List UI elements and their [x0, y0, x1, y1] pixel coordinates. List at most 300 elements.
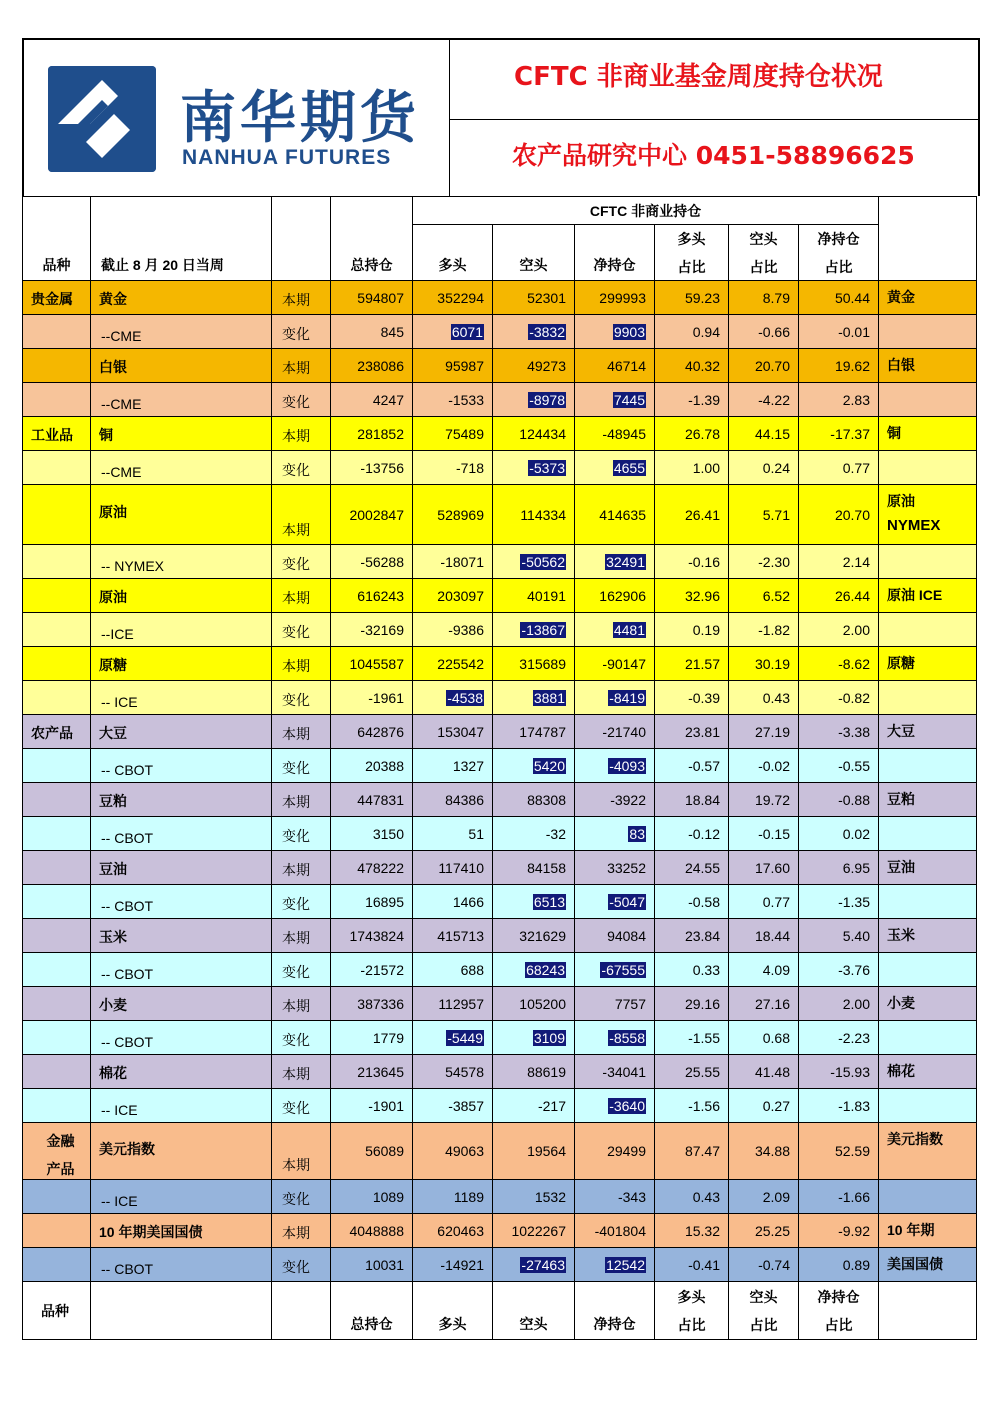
value-sr: [729, 1089, 799, 1123]
value-net: [575, 817, 655, 851]
value-text: -56288: [360, 553, 404, 570]
value-total: [331, 919, 413, 953]
value-sr: [729, 1248, 799, 1282]
value-text: 238086: [357, 357, 404, 374]
value-text: -67555: [601, 961, 645, 978]
value-text: -1.56: [688, 1097, 720, 1114]
commodity-name: 铜: [91, 417, 272, 451]
table-row: [23, 749, 977, 783]
value-net: [575, 681, 655, 715]
table-row: [23, 851, 977, 885]
category-cell: [23, 1055, 91, 1089]
value-long: [413, 315, 493, 349]
value-short: [493, 851, 575, 885]
table-row: [23, 1055, 977, 1089]
period-cell: 变化: [272, 613, 331, 647]
value-text: 447831: [357, 791, 404, 808]
row-label-text: 白银: [887, 357, 915, 373]
value-total: [331, 315, 413, 349]
value-net: [575, 647, 655, 681]
exchange-name: -- ICE: [91, 681, 272, 715]
table-row: [23, 783, 977, 817]
table-row: [23, 681, 977, 715]
value-text: -2.30: [758, 553, 790, 570]
value-text: -4538: [447, 689, 483, 706]
row-label: [879, 417, 977, 451]
value-lr: [655, 987, 729, 1021]
value-total: [331, 545, 413, 579]
value-long: [413, 919, 493, 953]
period-cell: 变化: [272, 451, 331, 485]
category-cell: [23, 1248, 91, 1282]
value-short: [493, 749, 575, 783]
value-text: 26.78: [684, 425, 720, 442]
row-label-text: 玉米: [887, 927, 915, 943]
period-cell: 变化: [272, 953, 331, 987]
row-label: [879, 647, 977, 681]
value-nr: [799, 349, 879, 383]
value-short: [493, 1021, 575, 1055]
row-label: [879, 315, 977, 349]
value-text: -0.82: [838, 689, 870, 706]
value-text: 1327: [452, 757, 484, 774]
table-row: [23, 545, 977, 579]
row-label-text: 铜: [887, 425, 901, 441]
value-net: [575, 1248, 655, 1282]
category-label: 产品: [46, 1161, 75, 1177]
value-text: -343: [617, 1188, 646, 1205]
row-label-text: 豆粕: [887, 791, 915, 807]
value-text: 88619: [527, 1063, 566, 1080]
value-net: [575, 885, 655, 919]
value-text: 3109: [533, 1029, 565, 1046]
row-label: [879, 919, 977, 953]
value-text: -3857: [448, 1097, 484, 1114]
value-total: [331, 451, 413, 485]
value-long: [413, 451, 493, 485]
commodity-name: 白银: [91, 349, 272, 383]
value-text: -17.37: [830, 425, 870, 442]
value-text: 20388: [365, 757, 404, 774]
value-text: 49063: [445, 1143, 484, 1159]
value-text: -15.93: [830, 1063, 870, 1080]
exchange-name: -- ICE: [91, 1089, 272, 1123]
value-text: 94084: [607, 927, 646, 944]
value-net: [575, 953, 655, 987]
row-label: [879, 349, 977, 383]
value-text: 0.77: [762, 893, 790, 910]
value-long: [413, 681, 493, 715]
value-text: 528969: [437, 506, 484, 523]
period-cell: 本期: [272, 987, 331, 1021]
commodity-name: 原油: [91, 579, 272, 613]
value-text: 688: [460, 961, 484, 978]
value-text: -32: [545, 825, 566, 842]
value-net: [575, 315, 655, 349]
row-label: [879, 1089, 977, 1123]
exchange-name: --ICE: [91, 613, 272, 647]
row-label-text: 小麦: [887, 995, 915, 1011]
exchange-name: -- NYMEX: [91, 545, 272, 579]
value-text: 6071: [451, 323, 483, 340]
value-net: [575, 349, 655, 383]
value-sr: [729, 749, 799, 783]
value-text: 6513: [533, 893, 565, 910]
value-text: -0.01: [838, 323, 870, 340]
value-sr: [729, 851, 799, 885]
period-cell: 本期: [272, 281, 331, 315]
value-sr: [729, 885, 799, 919]
table-row: [23, 1248, 977, 1282]
value-long: [413, 613, 493, 647]
value-text: -34041: [602, 1063, 646, 1080]
value-text: 75489: [445, 425, 484, 442]
value-total: [331, 1089, 413, 1123]
period-cell: 本期: [272, 919, 331, 953]
value-long: [413, 647, 493, 681]
exchange-name: -- CBOT: [91, 1248, 272, 1282]
value-nr: [799, 885, 879, 919]
table-row: [23, 613, 977, 647]
value-text: -5047: [609, 893, 645, 910]
table-row: [23, 1180, 977, 1214]
period-cell: 变化: [272, 681, 331, 715]
footer-ratio-label: 空头: [749, 1288, 778, 1305]
value-net: [575, 783, 655, 817]
footer-blank: [91, 1282, 272, 1340]
value-text: -1.66: [838, 1188, 870, 1205]
footer-short: 空头: [493, 1282, 575, 1340]
footer-row: [23, 1282, 977, 1340]
report-title: CFTC 非商业基金周度持仓状况: [514, 62, 883, 92]
value-text: 84386: [445, 791, 484, 808]
value-text: 162906: [599, 587, 646, 604]
value-text: -9386: [448, 621, 484, 638]
value-long: [413, 953, 493, 987]
value-sr: [729, 349, 799, 383]
table-row: [23, 953, 977, 987]
value-text: -3922: [610, 791, 646, 808]
category-cell: [23, 647, 91, 681]
value-text: 0.94: [692, 323, 720, 340]
category-cell: [23, 987, 91, 1021]
value-net: [575, 451, 655, 485]
row-label: [879, 681, 977, 715]
table-row: [23, 1123, 977, 1180]
category-cell: [23, 851, 91, 885]
value-text: -401804: [594, 1222, 646, 1239]
footer-total: 总持仓: [331, 1282, 413, 1340]
value-text: 23.84: [684, 927, 720, 944]
value-long: [413, 545, 493, 579]
value-short: [493, 451, 575, 485]
value-text: 59.23: [684, 289, 720, 306]
value-nr: [799, 1055, 879, 1089]
value-text: 845: [380, 323, 404, 340]
value-text: 0.77: [842, 459, 870, 476]
table-row: [23, 817, 977, 851]
value-text: 5.40: [842, 927, 870, 944]
value-lr: [655, 1123, 729, 1180]
value-text: 2.83: [842, 391, 870, 408]
value-text: -0.66: [758, 323, 790, 340]
value-lr: [655, 1055, 729, 1089]
value-lr: [655, 451, 729, 485]
value-text: -217: [537, 1097, 566, 1114]
value-text: 52.59: [834, 1143, 870, 1159]
value-short: [493, 1123, 575, 1180]
period-cell: 变化: [272, 1180, 331, 1214]
value-text: 7757: [614, 995, 646, 1012]
period-cell: 变化: [272, 1089, 331, 1123]
row-label: [879, 1123, 977, 1180]
value-short: [493, 1248, 575, 1282]
value-nr: [799, 383, 879, 417]
value-total: [331, 783, 413, 817]
value-text: 15.32: [684, 1222, 720, 1239]
value-text: 26.44: [834, 587, 870, 604]
value-text: -4093: [609, 757, 645, 774]
row-label: [879, 885, 977, 919]
value-text: 2.14: [842, 553, 870, 570]
value-text: 0.27: [762, 1097, 790, 1114]
table-row: [23, 349, 977, 383]
category-cell: [23, 817, 91, 851]
logo-chinese-text: 南华期货: [180, 86, 420, 151]
category-cell: [23, 1123, 91, 1180]
period-cell: 变化: [272, 817, 331, 851]
value-nr: [799, 749, 879, 783]
row-label-text: 黄金: [887, 289, 915, 305]
value-text: 124434: [519, 425, 566, 442]
value-text: 40191: [527, 587, 566, 604]
value-text: 213645: [357, 1063, 404, 1080]
value-lr: [655, 545, 729, 579]
category-cell: [23, 1089, 91, 1123]
row-label: [879, 851, 977, 885]
table-row: [23, 885, 977, 919]
row-label: [879, 783, 977, 817]
value-text: 1045587: [349, 655, 404, 672]
value-short: [493, 987, 575, 1021]
value-text: -27463: [521, 1256, 565, 1273]
value-short: [493, 485, 575, 545]
value-net: [575, 1214, 655, 1248]
value-lr: [655, 851, 729, 885]
value-short: [493, 281, 575, 315]
value-long: [413, 1021, 493, 1055]
value-text: 17.60: [754, 859, 790, 876]
value-nr: [799, 1248, 879, 1282]
value-short: [493, 613, 575, 647]
value-text: 25.55: [684, 1063, 720, 1080]
value-net: [575, 1089, 655, 1123]
value-text: 32491: [606, 553, 645, 570]
value-text: 4048888: [349, 1222, 404, 1239]
footer-blank-right: [879, 1282, 977, 1340]
value-short: [493, 545, 575, 579]
value-short: [493, 1180, 575, 1214]
value-text: 29499: [607, 1143, 646, 1159]
category-cell: [23, 315, 91, 349]
value-text: 88308: [527, 791, 566, 808]
commodity-name: 原糖: [91, 647, 272, 681]
period-cell: 变化: [272, 1248, 331, 1282]
report-header: [22, 38, 980, 196]
value-sr: [729, 315, 799, 349]
value-text: 3881: [533, 689, 565, 706]
value-sr: [729, 1214, 799, 1248]
category-cell: [23, 1214, 91, 1248]
row-label: [879, 1021, 977, 1055]
value-text: -3640: [609, 1097, 645, 1114]
value-nr: [799, 485, 879, 545]
value-text: 4.09: [762, 961, 790, 978]
header-net: 净持仓: [575, 225, 655, 281]
header-total: 总持仓: [331, 197, 413, 281]
table-row: [23, 579, 977, 613]
value-net: [575, 749, 655, 783]
value-net: [575, 383, 655, 417]
exchange-name: -- CBOT: [91, 817, 272, 851]
commodity-name: 小麦: [91, 987, 272, 1021]
value-lr: [655, 417, 729, 451]
period-cell: 本期: [272, 1123, 331, 1180]
value-total: [331, 485, 413, 545]
value-text: -0.41: [688, 1256, 720, 1273]
value-lr: [655, 715, 729, 749]
category-cell: [23, 1180, 91, 1214]
value-lr: [655, 485, 729, 545]
value-text: -90147: [602, 655, 646, 672]
value-net: [575, 1055, 655, 1089]
footer-variety: 品种: [23, 1282, 91, 1340]
value-sr: [729, 1123, 799, 1180]
footer-long: 多头: [413, 1282, 493, 1340]
period-cell: 本期: [272, 1055, 331, 1089]
category-cell: [23, 485, 91, 545]
category-cell: [23, 681, 91, 715]
value-short: [493, 1214, 575, 1248]
value-text: 112957: [438, 995, 484, 1012]
period-cell: 本期: [272, 485, 331, 545]
value-total: [331, 1248, 413, 1282]
period-cell: 本期: [272, 417, 331, 451]
value-sr: [729, 919, 799, 953]
table-row: [23, 919, 977, 953]
footer-short-ratio: [729, 1282, 799, 1340]
value-text: -0.39: [688, 689, 720, 706]
value-sr: [729, 1180, 799, 1214]
value-text: 41.48: [754, 1063, 790, 1080]
period-cell: 本期: [272, 783, 331, 817]
value-lr: [655, 281, 729, 315]
value-text: -8978: [529, 391, 565, 408]
category-cell: [23, 783, 91, 817]
value-net: [575, 579, 655, 613]
row-label-text: 大豆: [887, 723, 915, 739]
commodity-name: 豆粕: [91, 783, 272, 817]
value-nr: [799, 647, 879, 681]
value-text: 29.16: [684, 995, 720, 1012]
value-text: 20.70: [754, 357, 790, 374]
table-row: [23, 1089, 977, 1123]
value-short: [493, 953, 575, 987]
value-short: [493, 315, 575, 349]
value-long: [413, 885, 493, 919]
value-text: 51: [468, 825, 484, 842]
header-net-ratio: 净持仓 占比: [799, 225, 879, 281]
value-nr: [799, 851, 879, 885]
table-row: [23, 987, 977, 1021]
category-cell: 工业品: [23, 417, 91, 451]
row-label-text: 原油: [887, 493, 915, 509]
value-text: 4247: [372, 391, 404, 408]
value-text: -1.39: [688, 391, 720, 408]
commodity-name: 美元指数: [91, 1123, 272, 1180]
period-cell: 变化: [272, 749, 331, 783]
value-text: 16895: [365, 893, 404, 910]
period-cell: 变化: [272, 885, 331, 919]
value-nr: [799, 919, 879, 953]
category-cell: [23, 579, 91, 613]
value-text: -5373: [529, 459, 565, 476]
value-long: [413, 715, 493, 749]
value-text: 1532: [534, 1188, 566, 1205]
value-short: [493, 817, 575, 851]
exchange-name: -- CBOT: [91, 1021, 272, 1055]
value-lr: [655, 1248, 729, 1282]
header-long: 多头: [413, 225, 493, 281]
value-text: -1901: [368, 1097, 404, 1114]
category-cell: [23, 953, 91, 987]
value-sr: [729, 281, 799, 315]
value-text: -32169: [360, 621, 404, 638]
value-nr: [799, 417, 879, 451]
value-text: 33252: [607, 859, 646, 876]
header-blank: [272, 197, 331, 281]
value-total: [331, 1214, 413, 1248]
category-cell: [23, 1021, 91, 1055]
value-lr: [655, 885, 729, 919]
value-net: [575, 1021, 655, 1055]
value-short: [493, 715, 575, 749]
value-short: [493, 681, 575, 715]
value-text: 6.95: [842, 859, 870, 876]
value-text: -3832: [529, 323, 565, 340]
footer-ratio-label: 占比: [749, 1316, 778, 1333]
value-lr: [655, 817, 729, 851]
exchange-name: -- CBOT: [91, 749, 272, 783]
row-label: [879, 953, 977, 987]
value-sr: [729, 647, 799, 681]
value-text: 281852: [357, 425, 404, 442]
value-text: -8558: [609, 1029, 645, 1046]
value-text: 7445: [613, 391, 645, 408]
header-short: 空头: [493, 225, 575, 281]
value-total: [331, 1055, 413, 1089]
value-text: 24.55: [684, 859, 720, 876]
value-text: 352294: [437, 289, 484, 306]
value-sr: [729, 817, 799, 851]
value-text: 19.72: [754, 791, 790, 808]
value-text: 387336: [357, 995, 404, 1012]
value-net: [575, 715, 655, 749]
value-short: [493, 919, 575, 953]
value-sr: [729, 485, 799, 545]
table-row: [23, 315, 977, 349]
row-label: [879, 451, 977, 485]
